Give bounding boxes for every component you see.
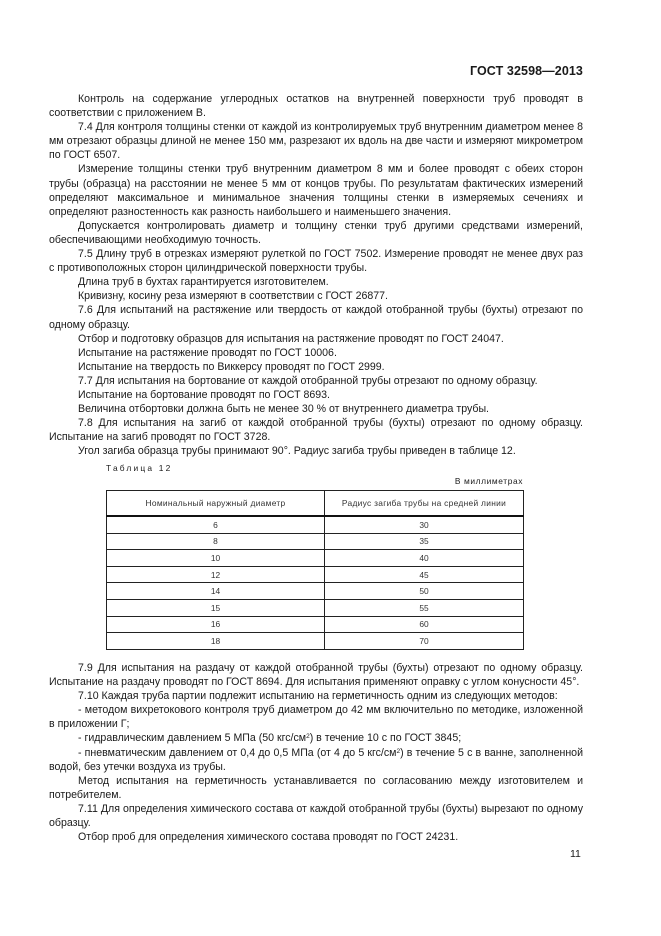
- paragraph-other-measurements: Допускается контролировать диаметр и толщину стенки труб другими средствами измерений, обеспечивающими необходимую точность.: [49, 219, 583, 246]
- superscript: 2: [396, 747, 401, 755]
- cell-diameter: 12: [107, 566, 325, 583]
- list-item-pneumatic: [49, 746, 583, 774]
- paragraph-7-6: 7.6 Для испытаний на растяжение или твердость от каждой отобранной трубы (бухты) отрезают по одному образцу.: [49, 304, 583, 331]
- table-row: [107, 633, 524, 650]
- table-row: [107, 616, 524, 633]
- body-text-before-table: [49, 92, 583, 458]
- table-header-row: [107, 491, 524, 517]
- paragraph-7-7: 7.7 Для испытания на бортование от каждой отобранной трубы отрезают по одному образцу.: [78, 374, 538, 387]
- cell-radius: 35: [325, 533, 524, 550]
- paragraph-7-11: 7.11 Для определения химического состава от каждой отобранной трубы (бухты) вырезают по одному образцу.: [49, 802, 583, 830]
- paragraph-flanging-value: Величина отбортовки должна быть не менее 30 % от внутреннего диаметра трубы.: [78, 403, 490, 416]
- table-row: [107, 566, 524, 583]
- superscript: 2: [306, 733, 310, 741]
- paragraph-chemical-sampling: Отбор проб для определения химического состава проводят по ГОСТ 24231.: [78, 831, 459, 844]
- table-row: [107, 516, 524, 533]
- paragraph-7-5: 7.5 Длину труб в отрезках измеряют рулеткой по ГОСТ 7502. Измерение проводят не менее двух раз с противоположных сторон цилиндрической поверхности трубы.: [49, 248, 583, 275]
- paragraph-curvature: Кривизну, косину реза измеряют в соответствии с ГОСТ 26877.: [78, 290, 388, 303]
- paragraph-flanging-test: Испытание на бортование проводят по ГОСТ 8693.: [78, 388, 330, 401]
- paragraph-vickers-test: Испытание на твердость по Виккерсу проводят по ГОСТ 2999.: [78, 360, 385, 373]
- cell-diameter: 6: [107, 516, 325, 533]
- pneumatic-text-b: ) в течение 5 с в ванне, заполненной водой, без утечки воздуха из трубы.: [49, 746, 583, 773]
- cell-radius: 40: [325, 550, 524, 567]
- cell-radius: 70: [325, 633, 524, 650]
- table-caption: Таблица 12: [106, 463, 173, 473]
- paragraph-tensile-sampling: Отбор и подготовку образцов для испытания на растяжение проводят по ГОСТ 24047.: [78, 332, 504, 345]
- cell-radius: 45: [325, 566, 524, 583]
- column-header-outer-diameter: Номинальный наружный диаметр: [107, 491, 325, 517]
- cell-radius: 60: [325, 616, 524, 633]
- paragraph-wall-thickness: Измерение толщины стенки труб внутренним диаметром 8 мм и более проводят с обеих сторон трубы (образца) на расстоянии не менее 5 мм от концов трубы. По результатам фактических измерений определяют максимальное и минимальное значения толщины стенки в измеряемых сечениях и определяют разностенность как разность наибольшего и наименьшего значения.: [49, 163, 583, 218]
- table-row: [107, 550, 524, 567]
- cell-radius: 30: [325, 516, 524, 533]
- paragraph-method-agreement: Метод испытания на герметичность устанавливается по согласованию между изготовителем и потребителем.: [49, 774, 583, 801]
- cell-diameter: 14: [107, 583, 325, 600]
- cell-radius: 55: [325, 599, 524, 616]
- paragraph-bend-angle: Угол загиба образца трубы принимают 90°. Радиус загиба трубы приведен в таблице 12.: [78, 445, 516, 458]
- table-units: В миллиметрах: [454, 476, 523, 486]
- paragraph-coil-length: Длина труб в бухтах гарантируется изготовителем.: [78, 276, 329, 289]
- paragraph-tensile-test: Испытание на растяжение проводят по ГОСТ 10006.: [78, 346, 337, 359]
- cell-diameter: 15: [107, 599, 325, 616]
- cell-diameter: 10: [107, 550, 325, 567]
- body-text-after-table: [49, 661, 583, 844]
- column-header-bend-radius: Радиус загиба трубы на средней линии: [325, 491, 524, 517]
- paragraph-7-8: 7.8 Для испытания на загиб от каждой отобранной трубы (бухты) отрезают по одному образцу. Испытание на загиб проводят по ГОСТ 3728.: [49, 417, 583, 444]
- cell-diameter: 16: [107, 616, 325, 633]
- table-row: [107, 533, 524, 550]
- list-item-eddy-current: - методом вихретокового контроля труб диаметром до 42 мм включительно по методике, изложенной в приложении Г;: [49, 704, 583, 731]
- hydraulic-text-b: ) в течение 10 с по ГОСТ 3845;: [309, 732, 462, 745]
- bend-radius-table: [106, 490, 524, 650]
- table-row: [107, 599, 524, 616]
- pneumatic-text-a: - пневматическим давлением от 0,4 до 0,5 МПа (от 4 до 5 кгс/см: [78, 746, 397, 759]
- document-header-standard-id: ГОСТ 32598—2013: [469, 64, 583, 78]
- paragraph-7-9: 7.9 Для испытания на раздачу от каждой отобранной трубы (бухты) отрезают по одному образцу. Испытание на раздачу проводят по ГОСТ 8694. Для испытания применяют оправку с углом конусности 45°.: [49, 662, 583, 689]
- cell-radius: 50: [325, 583, 524, 600]
- hydraulic-text-a: - гидравлическим давлением 5 МПа (50 кгс/см: [78, 732, 307, 745]
- cell-diameter: 18: [107, 633, 325, 650]
- paragraph-7-10: 7.10 Каждая труба партии подлежит испытанию на герметичность одним из следующих методов:: [78, 690, 558, 703]
- page-number: 11: [570, 848, 581, 860]
- paragraph-7-4: 7.4 Для контроля толщины стенки от каждой из контролируемых труб внутренним диаметром менее 8 мм отрезают образцы длиной не менее 150 мм, разрезают их вдоль на две части и измеряют микрометром по ГОСТ 6507.: [49, 121, 583, 162]
- table-row: [107, 583, 524, 600]
- paragraph-carbon-residue: Контроль на содержание углеродных остатков на внутренней поверхности труб проводят в соответствии с приложением В.: [49, 93, 583, 120]
- cell-diameter: 8: [107, 533, 325, 550]
- list-item-hydraulic: [49, 731, 583, 745]
